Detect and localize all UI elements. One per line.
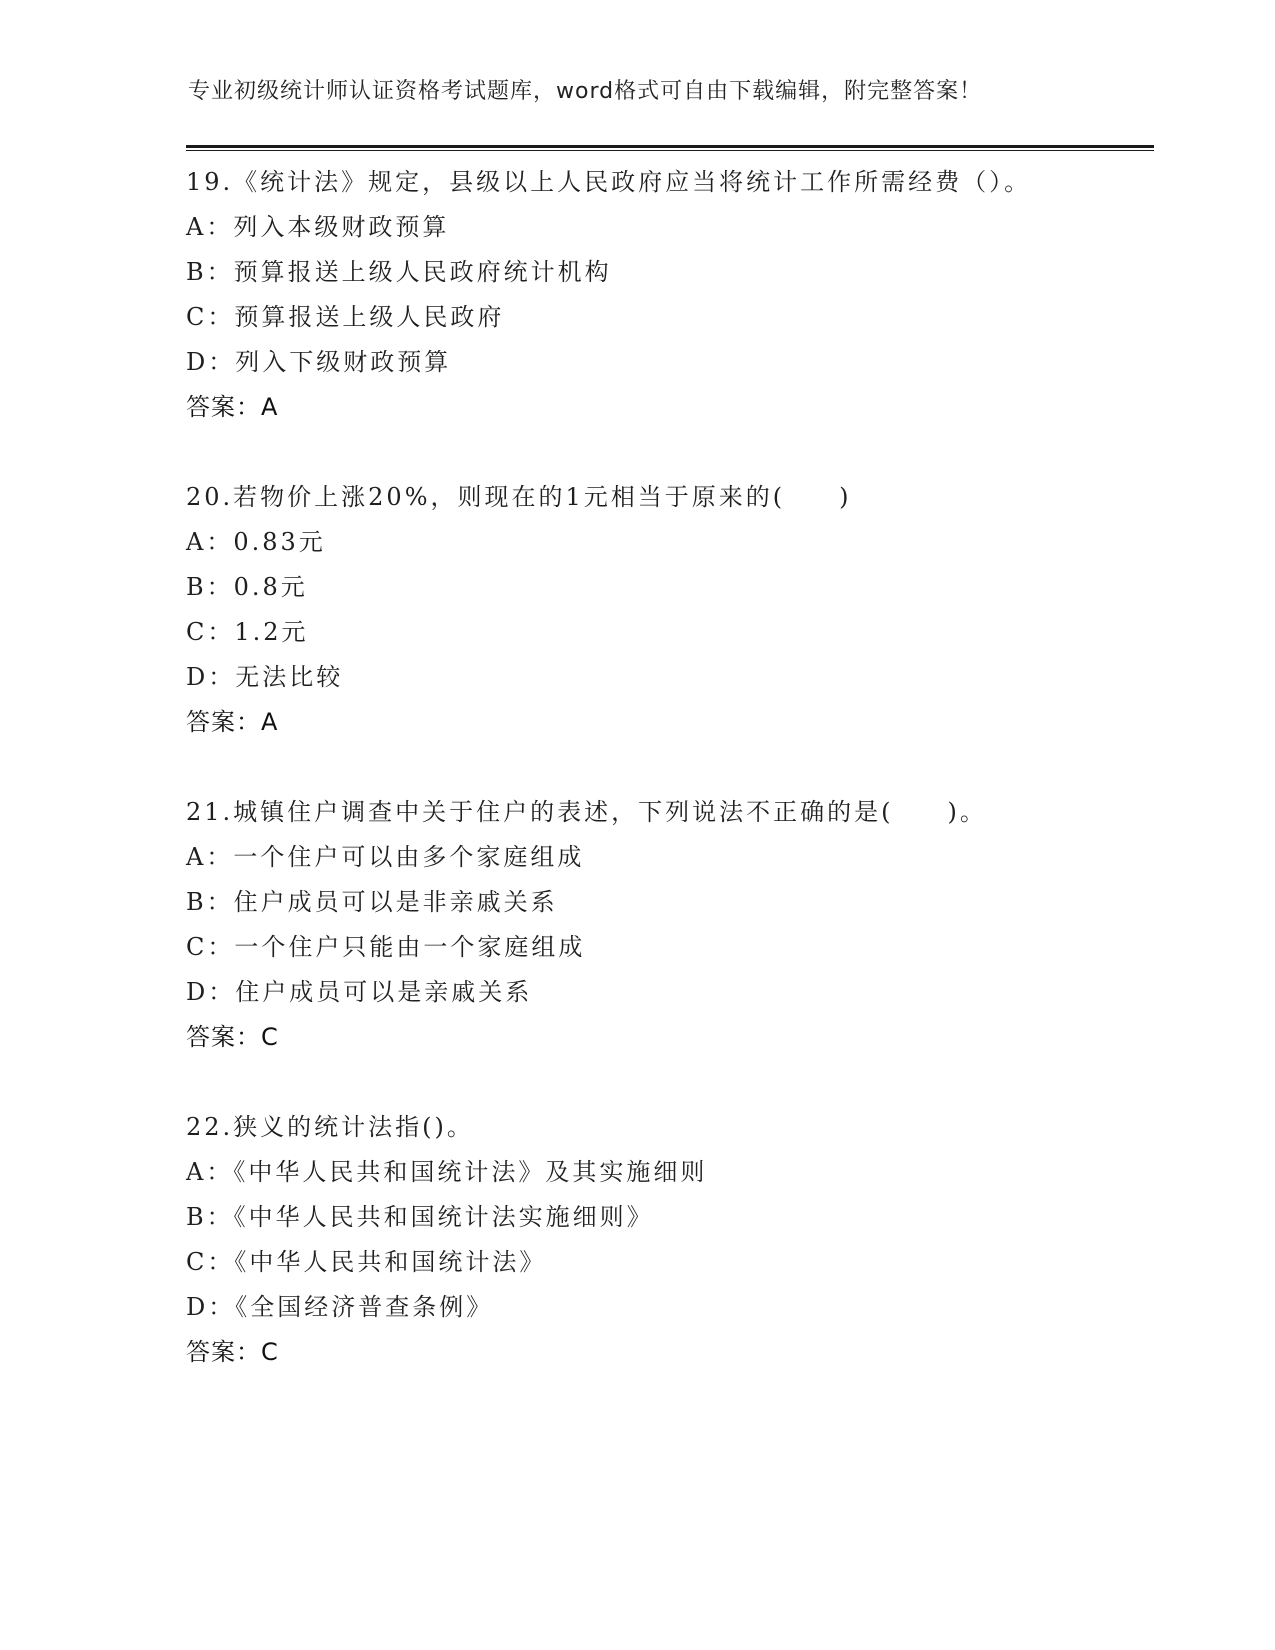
option-b: B：预算报送上级人民政府统计机构: [186, 258, 612, 286]
option-c: C：1.2元: [186, 618, 309, 646]
question-stem: 19.《统计法》规定，县级以上人民政府应当将统计工作所需经费（）。: [186, 168, 1032, 196]
question-stem: 22.狭义的统计法指()。: [186, 1113, 474, 1141]
question-21: [186, 790, 1146, 1060]
option-a: A：0.83元: [186, 528, 326, 556]
answer-label: 答案：C: [186, 1023, 279, 1051]
question-stem: 20.若物价上涨20%，则现在的1元相当于原来的( ): [186, 483, 852, 511]
answer-label: 答案：C: [186, 1338, 279, 1366]
question-20: [186, 475, 1146, 745]
option-a: A：列入本级财政预算: [186, 213, 450, 241]
option-a: A：《中华人民共和国统计法》及其实施细则: [186, 1158, 708, 1186]
option-d: D：住户成员可以是亲戚关系: [186, 978, 533, 1006]
option-d: D：无法比较: [186, 663, 344, 691]
question-gap: [186, 430, 1146, 475]
option-b: B：《中华人民共和国统计法实施细则》: [186, 1203, 654, 1231]
question-22: [186, 1105, 1146, 1375]
header-rule-thick: [186, 145, 1154, 148]
option-c: C：一个住户只能由一个家庭组成: [186, 933, 586, 961]
question-stem: 21.城镇住户调查中关于住户的表述，下列说法不正确的是( )。: [186, 798, 987, 826]
option-c: C：预算报送上级人民政府: [186, 303, 505, 331]
option-b: B：0.8元: [186, 573, 308, 601]
question-19: [186, 160, 1146, 430]
option-d: D：《全国经济普查条例》: [186, 1293, 494, 1321]
question-gap: [186, 745, 1146, 790]
option-c: C：《中华人民共和国统计法》: [186, 1248, 547, 1276]
answer-label: 答案：A: [186, 708, 279, 736]
option-b: B：住户成员可以是非亲戚关系: [186, 888, 558, 916]
question-gap: [186, 1060, 1146, 1105]
answer-label: 答案：A: [186, 393, 279, 421]
header-rule-thin: [186, 150, 1154, 151]
page-header: 专业初级统计师认证资格考试题库，word格式可自由下载编辑，附完整答案！: [188, 79, 983, 104]
question-list: [186, 160, 1146, 1375]
option-a: A：一个住户可以由多个家庭组成: [186, 843, 585, 871]
option-d: D：列入下级财政预算: [186, 348, 452, 376]
